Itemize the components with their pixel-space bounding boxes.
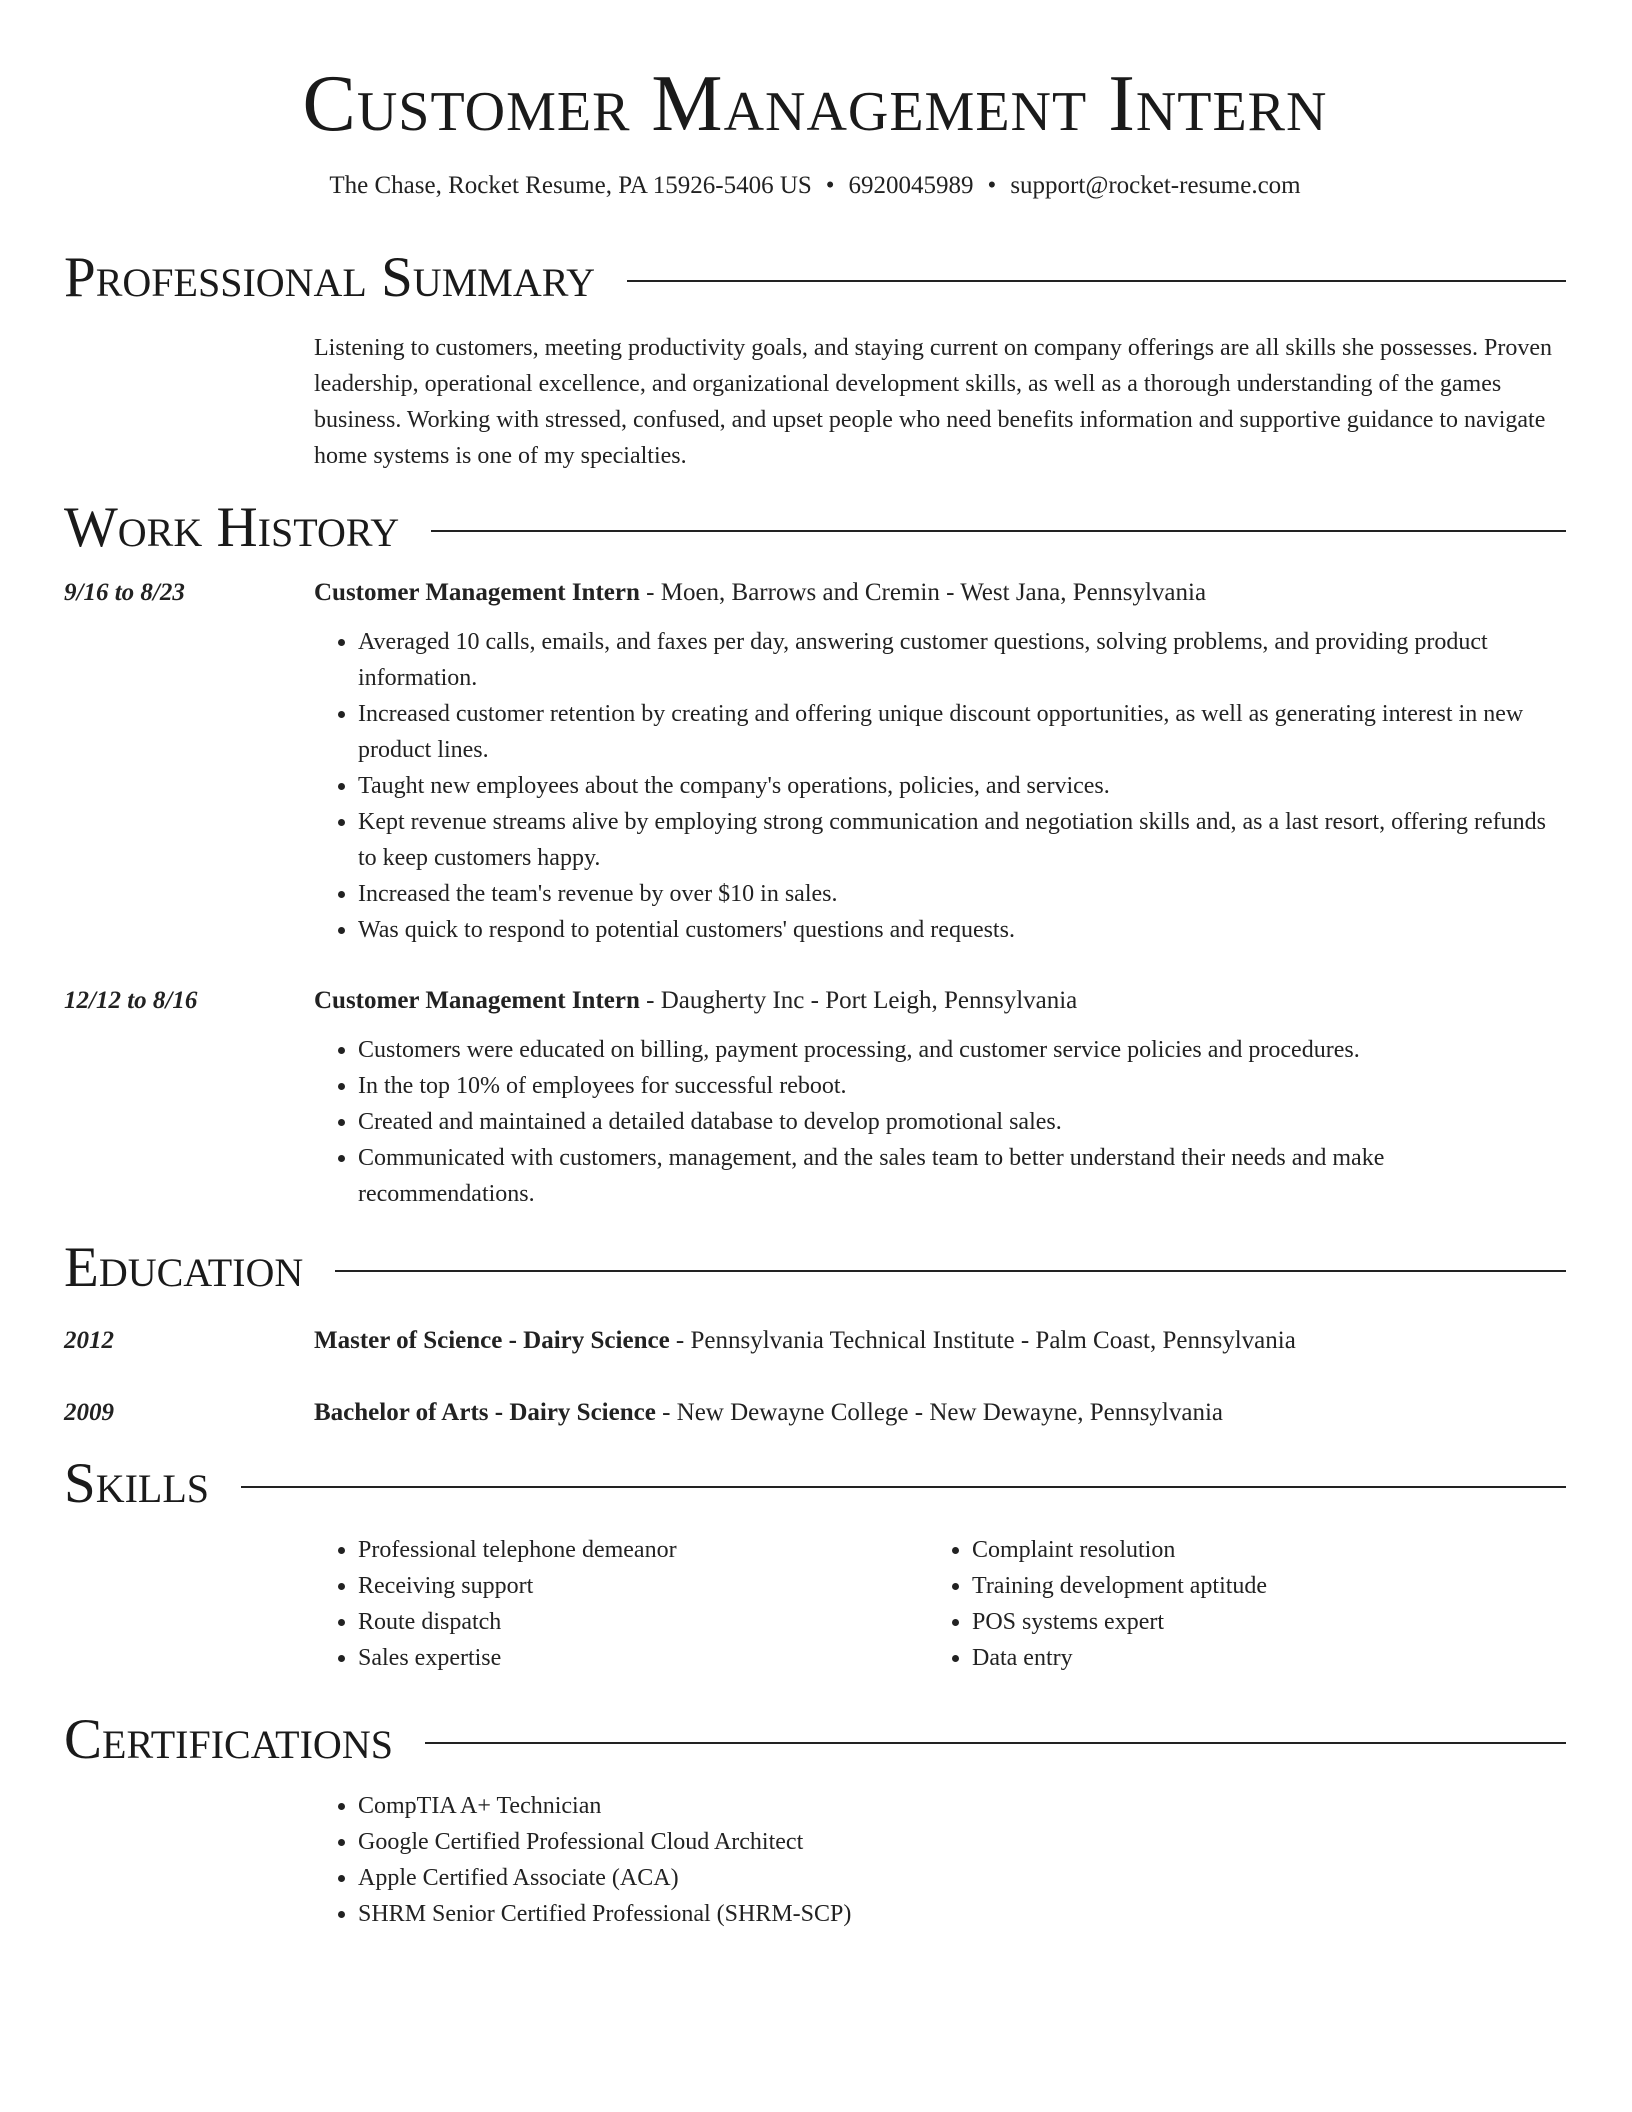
section-divider <box>627 280 1566 282</box>
certification-item: • Apple Certified Associate (ACA) <box>358 1860 1566 1896</box>
section-divider <box>431 530 1566 532</box>
separator: • <box>825 172 835 199</box>
certification-item: • CompTIA A+ Technician <box>358 1788 1566 1824</box>
certification-item: • Google Certified Professional Cloud Architect <box>358 1824 1566 1860</box>
phone: 6920045989 <box>848 172 974 199</box>
work-history-list <box>64 576 1566 1212</box>
list-item: • Increased the team's revenue by over $10 in sales. <box>358 876 1566 912</box>
resume-page <box>64 0 1566 1932</box>
job-dates: 12/12 to 8/16 <box>64 987 198 1014</box>
work-section-header <box>64 496 1566 560</box>
list-item: • Kept revenue streams alive by employing strong communication and negotiation skills and, as a last resort, offering refunds to keep customers happy. <box>358 804 1566 876</box>
list-item: • In the top 10% of employees for successful reboot. <box>358 1068 1566 1104</box>
education-school: - New Dewayne College - New Dewayne, Pennsylvania <box>655 1399 1224 1426</box>
list-item: • Customers were educated on billing, payment processing, and customer service policies and procedures. <box>358 1032 1566 1068</box>
education-year: 2012 <box>64 1327 114 1354</box>
candidate-name: Customer Management Intern <box>302 60 1328 148</box>
section-title-work: Work History <box>64 496 400 559</box>
list-item: • Was quick to respond to potential customers' questions and requests. <box>358 912 1566 948</box>
skill-item: • Route dispatch <box>358 1604 928 1640</box>
job-bullets <box>314 624 1566 948</box>
education-school: - Pennsylvania Technical Institute - Palm Coast, Pennsylvania <box>669 1327 1296 1354</box>
job-bullets <box>314 1032 1566 1212</box>
list-item: • Increased customer retention by creating and offering unique discount opportunities, as well as generating interest in new product lines. <box>358 696 1566 768</box>
job-dates: 9/16 to 8/23 <box>64 579 185 606</box>
skill-item: • Complaint resolution <box>972 1532 1542 1568</box>
summary-text: Listening to customers, meeting productivity goals, and staying current on company offerings are all skills she possesses. Proven leadership, operational excellence, and organizational development skills, as well as a thorough understanding of the games business. Working with stressed, confused, and upset people who need benefits information and supportive guidance to navigate home systems is one of my specialties. <box>314 335 1552 469</box>
section-divider <box>241 1486 1566 1488</box>
job-heading <box>314 984 1566 1018</box>
education-degree: Bachelor of Arts - Dairy Science <box>314 1399 656 1426</box>
certifications-list <box>314 1788 1566 1932</box>
skill-item: • Professional telephone demeanor <box>358 1532 928 1568</box>
list-item: • Averaged 10 calls, emails, and faxes per day, answering customer questions, solving problems, and providing product information. <box>358 624 1566 696</box>
job-content <box>314 576 1566 948</box>
job-heading <box>314 576 1566 610</box>
job-employer: - Daugherty Inc - Port Leigh, Pennsylvania <box>639 987 1078 1014</box>
section-divider <box>425 1742 1566 1744</box>
education-degree: Master of Science - Dairy Science <box>314 1327 670 1354</box>
education-entry <box>64 1396 1566 1430</box>
skills-column-left <box>314 1532 928 1676</box>
job-content <box>314 984 1566 1212</box>
education-content <box>314 1324 1566 1358</box>
separator: • <box>987 172 997 199</box>
skill-item: • Data entry <box>972 1640 1542 1676</box>
education-entry <box>64 1324 1566 1358</box>
job-title: Customer Management Intern <box>314 987 640 1014</box>
list-item: • Created and maintained a detailed database to develop promotional sales. <box>358 1104 1566 1140</box>
section-title-summary: Professional Summary <box>64 246 596 309</box>
list-item: • Communicated with customers, management, and the sales team to better understand their needs and make recommendations. <box>358 1140 1566 1212</box>
skill-item: • Receiving support <box>358 1568 928 1604</box>
address: The Chase, Rocket Resume, PA 15926-5406 US <box>329 172 812 199</box>
skills-column-right <box>928 1532 1542 1676</box>
section-title-skills: Skills <box>64 1452 210 1515</box>
skills-list <box>314 1532 1566 1676</box>
email: support@rocket-resume.com <box>1010 172 1301 199</box>
section-title-education: Education <box>64 1236 304 1299</box>
skill-item: • Sales expertise <box>358 1640 928 1676</box>
certification-item: • SHRM Senior Certified Professional (SHRM-SCP) <box>358 1896 1566 1932</box>
education-section-header <box>64 1236 1566 1300</box>
summary-section-header <box>64 246 1566 310</box>
section-divider <box>335 1270 1566 1272</box>
skills-section-header <box>64 1452 1566 1516</box>
skill-item: • POS systems expert <box>972 1604 1542 1640</box>
certifications-section-header <box>64 1708 1566 1772</box>
job-title: Customer Management Intern <box>314 579 640 606</box>
list-item: • Taught new employees about the company's operations, policies, and services. <box>358 768 1566 804</box>
job-entry <box>64 984 1566 1212</box>
job-employer: - Moen, Barrows and Cremin - West Jana, Pennsylvania <box>639 579 1207 606</box>
contact-line <box>64 170 1566 202</box>
section-title-certifications: Certifications <box>64 1708 393 1771</box>
job-entry <box>64 576 1566 948</box>
skill-item: • Training development aptitude <box>972 1568 1542 1604</box>
education-content <box>314 1396 1566 1430</box>
education-year: 2009 <box>64 1399 114 1426</box>
